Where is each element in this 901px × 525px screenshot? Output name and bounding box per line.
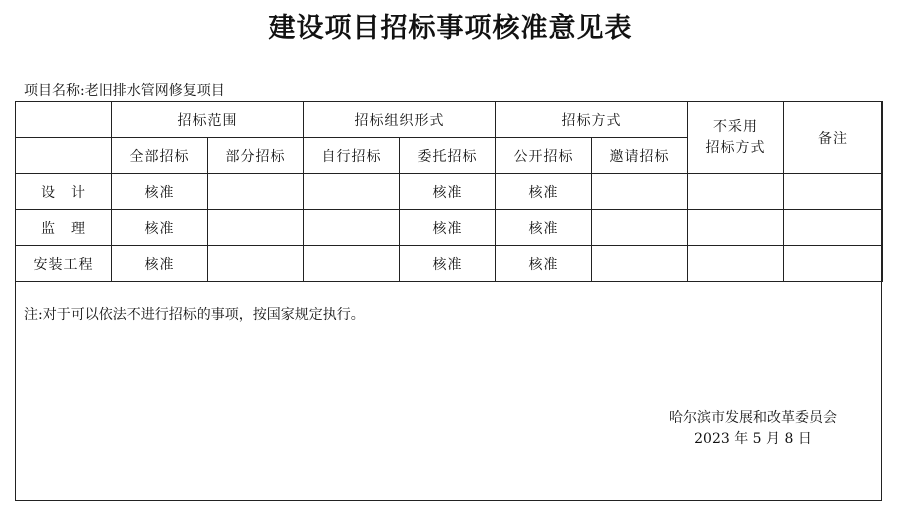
table-cell (688, 246, 784, 282)
table-cell (592, 174, 688, 210)
subheader-cell: 部分招标 (208, 138, 304, 174)
project-name-line (24, 80, 225, 100)
header-corner (16, 102, 112, 138)
table-cell (784, 174, 883, 210)
project-name-label: 项目名称: (24, 83, 85, 99)
row-item: 安装工程 (16, 246, 112, 282)
table-cell: 核准 (400, 246, 496, 282)
table-cell (208, 174, 304, 210)
signature-block (643, 408, 863, 450)
table-cell (784, 246, 883, 282)
table-cell: 核准 (112, 174, 208, 210)
table-cell (688, 210, 784, 246)
header-no-bidding: 不采用 招标方式 (688, 102, 784, 174)
table-cell: 核准 (496, 246, 592, 282)
table-row (16, 174, 883, 210)
issue-date: 2023 年 5 月 8 日 (694, 431, 812, 447)
table-row (16, 210, 883, 246)
header-organization: 招标组织形式 (304, 102, 496, 138)
table-cell: 核准 (400, 210, 496, 246)
header-corner-2 (16, 138, 112, 174)
page-title: 建设项目招标事项核准意见表 (268, 13, 633, 44)
table-cell: 核准 (112, 210, 208, 246)
table-row (16, 246, 883, 282)
table-cell (592, 246, 688, 282)
header-method: 招标方式 (496, 102, 688, 138)
table-cell (304, 246, 400, 282)
issuing-organization: 哈尔滨市发展和改革委员会 (669, 410, 837, 426)
table-cell (784, 210, 883, 246)
table-cell (208, 210, 304, 246)
subheader-cell: 邀请招标 (592, 138, 688, 174)
table-cell: 核准 (496, 174, 592, 210)
row-item: 设 计 (16, 174, 112, 210)
table-cell (688, 174, 784, 210)
header-row-1 (16, 102, 883, 138)
table-cell (208, 246, 304, 282)
project-name-value: 老旧排水管网修复项目 (84, 83, 225, 99)
table-cell (304, 210, 400, 246)
subheader-cell: 公开招标 (496, 138, 592, 174)
table-cell: 核准 (112, 246, 208, 282)
subheader-cell: 自行招标 (304, 138, 400, 174)
table-cell: 核准 (496, 210, 592, 246)
header-remark: 备注 (784, 102, 883, 174)
note-text: 注:对于可以依法不进行招标的事项，按国家规定执行。 (24, 307, 365, 323)
header-scope: 招标范围 (112, 102, 304, 138)
table-cell (304, 174, 400, 210)
row-item: 监 理 (16, 210, 112, 246)
subheader-cell: 委托招标 (400, 138, 496, 174)
approval-table (15, 101, 883, 282)
table-cell: 核准 (400, 174, 496, 210)
table-cell (592, 210, 688, 246)
subheader-cell: 全部招标 (112, 138, 208, 174)
